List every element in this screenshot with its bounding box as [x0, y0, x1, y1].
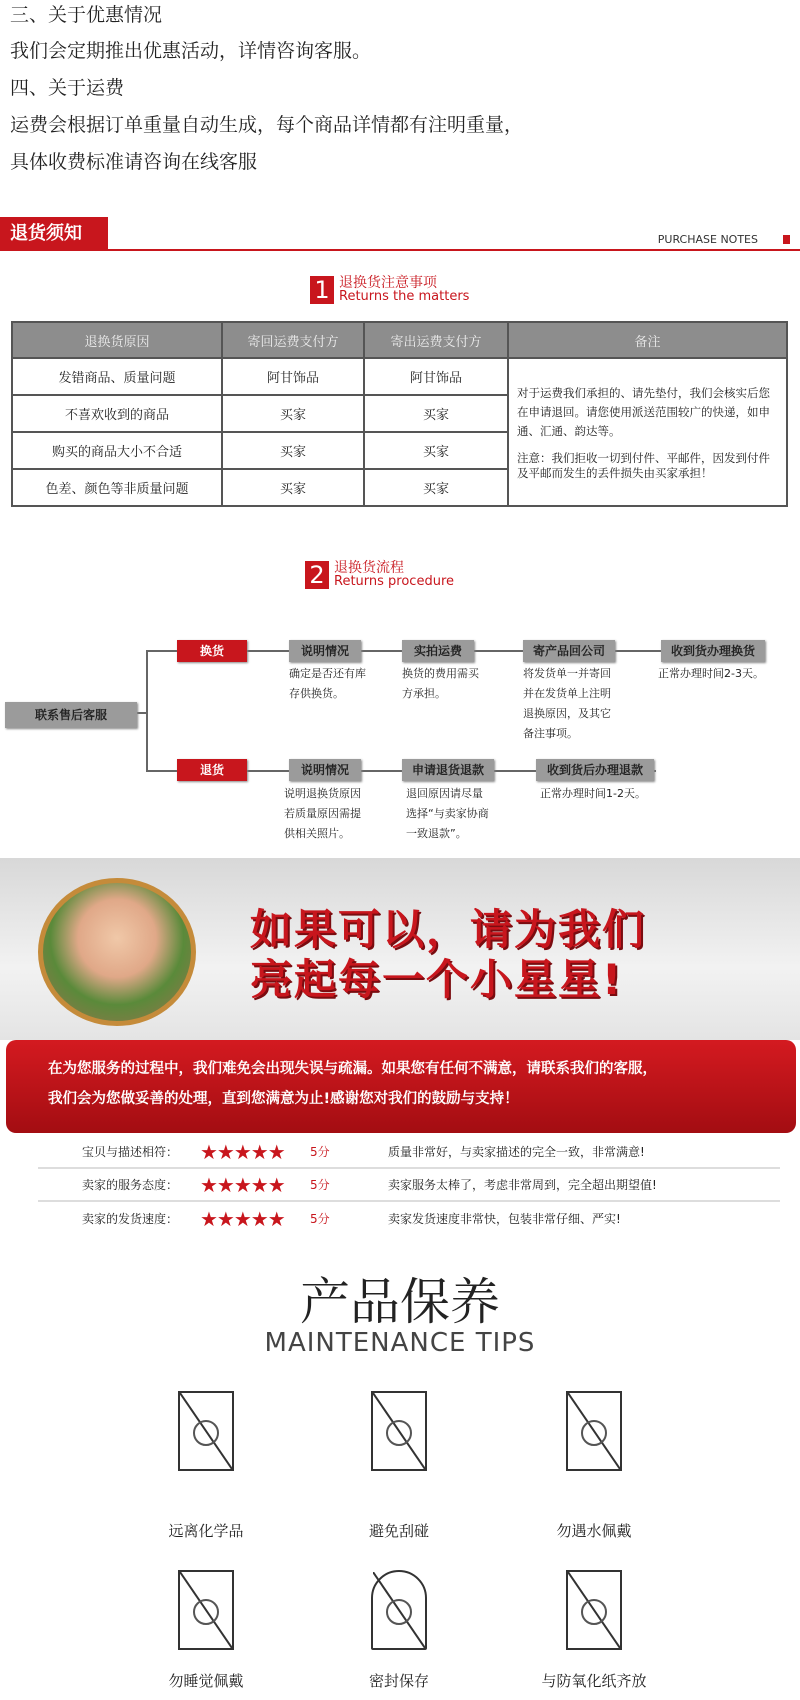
no-hammer-icon [371, 1391, 427, 1471]
flow-desc: 正常办理时间1-2天。 [540, 787, 646, 800]
header-en: PURCHASE NOTES [657, 233, 758, 246]
no-chemicals-icon [178, 1391, 234, 1471]
flow-step: 说明情况 [289, 759, 361, 781]
maintenance-label: 远离化学品 [168, 1522, 244, 1540]
flow-desc: 确定是否还有库存供换货。 [289, 667, 366, 700]
anti-oxidation-paper-icon [566, 1570, 622, 1650]
star-icon: ★★★★★ [200, 1139, 285, 1164]
star-icon: ★★★★★ [200, 1206, 285, 1231]
intro-line: 具体收费标准请咨询在线客服 [10, 151, 258, 173]
baby-photo [38, 878, 196, 1026]
maintenance-label: 勿遇水佩戴 [556, 1522, 632, 1540]
flow-desc: 正常办理时间2-3天。 [658, 667, 764, 680]
no-sleeping-icon [178, 1570, 234, 1650]
intro-line: 四、关于运费 [10, 77, 125, 99]
returns-table [11, 321, 788, 507]
rating-row: 卖家的发货速度： ★★★★★ 5分 卖家发货速度非常快，包装非常仔细、严实! [81, 1206, 621, 1231]
flow-connector [146, 650, 148, 771]
flow-step: 申请退货退款 [402, 759, 494, 781]
sealed-ring-icon [371, 1570, 427, 1650]
star-icon: ★★★★★ [200, 1172, 285, 1197]
maintenance-en: MAINTENANCE TIPS [264, 1328, 536, 1358]
flow-step: 寄产品回公司 [523, 640, 615, 662]
header-title: 退货须知 [0, 217, 108, 251]
table-header: 寄出运费支付方 [364, 322, 508, 358]
section-en: Returns the matters [339, 289, 470, 304]
table-row: 不喜欢收到的商品 买家 买家 [12, 395, 787, 432]
table-header: 备注 [508, 322, 787, 358]
section-cn: 退换货流程 [334, 560, 404, 576]
section-number: 2 [305, 561, 329, 589]
maintenance-label: 勿睡觉佩戴 [168, 1672, 244, 1690]
rating-row: 宝贝与描述相符： ★★★★★ 5分 质量非常好，与卖家描述的完全一致，非常满意! [38, 1136, 780, 1169]
header-square [783, 235, 790, 244]
banner-headline: 如果可以，请为我们 亮起每一个小星星! [250, 905, 647, 1004]
flow-exchange: 换货 [177, 640, 247, 662]
flow-start: 联系售后客服 [5, 702, 137, 728]
table-row: 发错商品、质量问题 阿甘饰品 阿甘饰品 对于运费我们承担的、请先垫付，我们会核实后您在申请退回。请您使用派送范围较广的快递，如申通、汇通、韵达等。 注意：我们拒收一切到付件、平邮件，因发到付件及平邮而发生的丢件损失由买家承担！ [12, 358, 787, 395]
intro-line: 运费会根据订单重量自动生成，每个商品详情都有注明重量， [10, 114, 524, 136]
flow-desc: 退回原因请尽量选择“与卖家协商一致退款”。 [406, 787, 489, 840]
section-en: Returns procedure [334, 574, 455, 589]
section2-title [305, 561, 454, 589]
table-header: 退换货原因 [12, 322, 222, 358]
flow-desc: 换货的费用需买方承担。 [402, 667, 479, 700]
maintenance-label: 避免刮碰 [368, 1522, 429, 1540]
flow-step: 收到货后办理退款 [536, 759, 654, 781]
no-swimming-icon [566, 1391, 622, 1471]
section-number: 1 [310, 276, 334, 304]
maintenance-label: 密封保存 [368, 1672, 429, 1690]
maintenance-title: 产品保养 [300, 1273, 500, 1331]
flow-step: 说明情况 [289, 640, 361, 662]
flow-step: 实拍运费 [402, 640, 474, 662]
table-row: 色差、颜色等非质量问题 买家 买家 [12, 469, 787, 506]
intro-line: 三、关于优惠情况 [10, 4, 163, 26]
flow-step: 收到货办理换货 [661, 640, 765, 662]
flow-desc: 说明退换货原因若质量原因需提供相关照片。 [284, 787, 361, 840]
flow-refund: 退货 [177, 759, 247, 781]
rating-row: 卖家的服务态度： ★★★★★ 5分 卖家服务太棒了，考虑非常周到，完全超出期望值! [38, 1169, 780, 1202]
table-row: 购买的商品大小不合适 买家 买家 [12, 432, 787, 469]
table-header: 寄回运费支付方 [222, 322, 364, 358]
section1-title [310, 276, 469, 304]
section-cn: 退换货注意事项 [339, 275, 437, 291]
flow-desc: 将发货单一并寄回并在发货单上注明退换原因，及其它备注事项。 [523, 667, 611, 740]
table-note: 对于运费我们承担的、请先垫付，我们会核实后您在申请退回。请您使用派送范围较广的快递，如申通、汇通、韵达等。 注意：我们拒收一切到付件、平邮件，因发到付件及平邮而发生的丢件损失由买家承担！ [508, 358, 787, 506]
maintenance-label: 与防氧化纸齐放 [541, 1672, 647, 1690]
section-header [0, 217, 800, 251]
service-message: 在为您服务的过程中，我们难免会出现失误与疏漏。如果您有任何不满意，请联系我们的客服， 我们会为您做妥善的处理，直到您满意为止!感谢您对我们的鼓励与支持！ [6, 1040, 796, 1133]
intro-line: 我们会定期推出优惠活动，详情咨询客服。 [10, 40, 372, 62]
